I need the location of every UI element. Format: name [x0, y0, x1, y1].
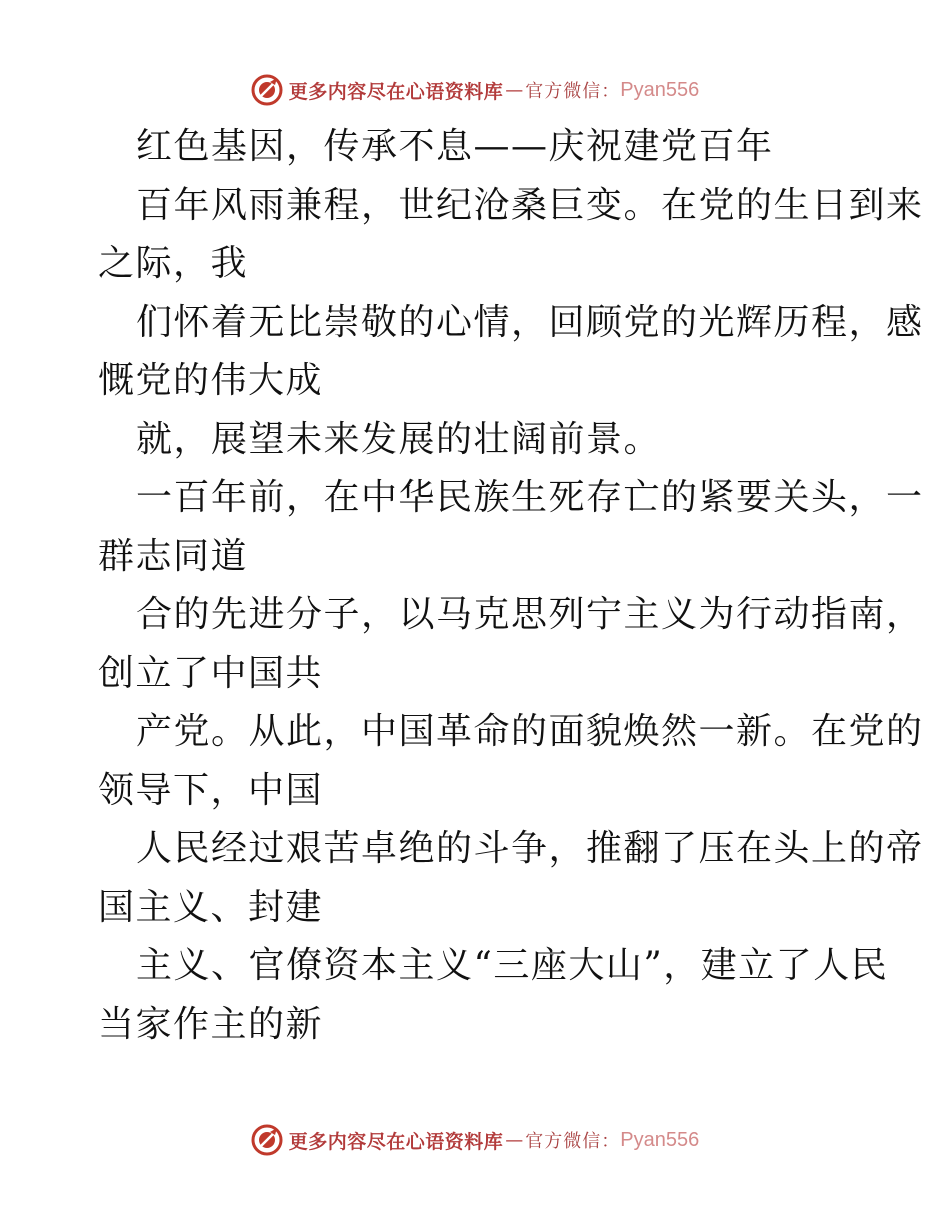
header-banner: [0, 70, 950, 110]
text-line: 人民经过艰苦卓绝的斗争，推翻了压在头上的帝: [136, 828, 924, 869]
red-seal-logo-icon: [251, 74, 283, 106]
text-line: 合的先进分子，以马克思列宁主义为行动指南，: [136, 594, 924, 635]
text-line: 百年风雨兼程，世纪沧桑巨变。在党的生日到来: [136, 184, 924, 226]
text-line: 之际，我: [98, 243, 249, 284]
text-line: 慨党的伟大成: [98, 360, 324, 401]
footer-title: 更多内容尽在心语资料库: [288, 1130, 504, 1153]
text-line: 就，展望未来发展的壮阔前景。: [136, 418, 662, 460]
text-line: 群志同道: [98, 535, 249, 577]
text-line: 领导下，中国: [98, 769, 324, 811]
text-line: 创立了中国共: [98, 652, 324, 694]
text-line: 产党。从此，中国革命的面貌焕然一新。在党的: [136, 711, 924, 752]
text-line: 们怀着无比崇敬的心情，回顾党的光辉历程，感: [136, 301, 924, 343]
document-title: 红色基因，传承不息——庆祝建党百年: [136, 126, 774, 167]
footer-wechat-id: Pyan556: [620, 1128, 700, 1151]
header-wechat-label: 官方微信：: [525, 81, 621, 102]
text-line: 当家作主的新: [98, 1003, 324, 1045]
document-body: [98, 118, 924, 1054]
header-title: 更多内容尽在心语资料库: [288, 80, 504, 103]
red-seal-logo-icon: [251, 1124, 283, 1156]
footer-banner: [0, 1120, 950, 1160]
header-wechat-id: Pyan556: [620, 78, 700, 101]
text-line: 一百年前，在中华民族生死存亡的紧要关头，一: [136, 477, 924, 518]
footer-wechat-label: 官方微信：: [525, 1131, 621, 1152]
header-dash: —: [505, 79, 524, 101]
text-line: 国主义、封建: [98, 886, 324, 928]
footer-dash: —: [505, 1129, 524, 1151]
text-line: 主义、官僚资本主义“三座大山”，建立了人民: [136, 945, 889, 986]
